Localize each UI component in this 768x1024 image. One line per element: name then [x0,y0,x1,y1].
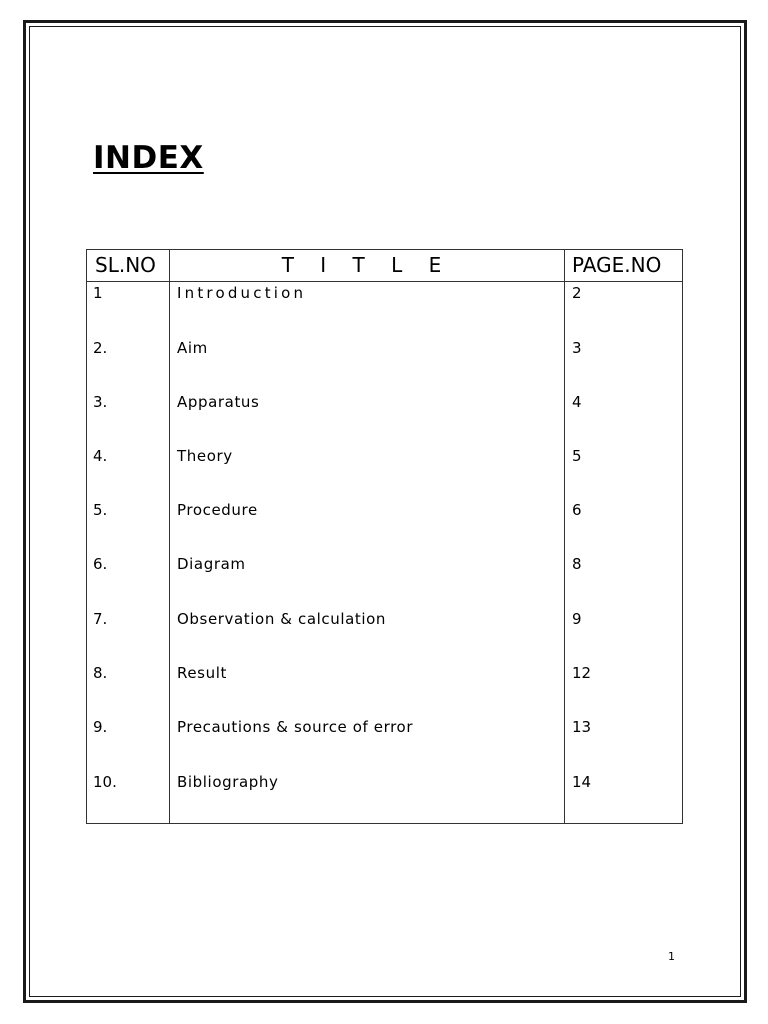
row-sl-no: 6. [93,555,108,573]
table-row [87,390,682,414]
row-sl-no: 7. [93,610,108,628]
row-page-no: 12 [572,664,592,682]
table-row [87,770,682,794]
row-page-no: 2 [572,284,582,302]
page-title: INDEX [93,140,204,176]
row-sl-no: 4. [93,447,108,465]
row-sl-no: 3. [93,393,108,411]
row-page-no: 5 [572,447,582,465]
row-sl-no: 1 [93,284,103,302]
row-page-no: 14 [572,773,592,791]
header-sl-no: SL.NO [95,253,156,277]
table-row [87,715,682,739]
row-page-no: 3 [572,339,582,357]
row-title: Result [177,664,227,682]
page-number: 1 [668,950,675,963]
row-page-no: 9 [572,610,582,628]
row-title: Procedure [177,501,258,519]
row-title: Introduction [177,284,307,302]
row-title: Observation & calculation [177,610,387,628]
row-page-no: 8 [572,555,582,573]
row-title: Theory [177,447,233,465]
header-page-no: PAGE.NO [572,253,662,277]
table-row [87,498,682,522]
row-title: Diagram [177,555,246,573]
table-row [87,607,682,631]
table-row [87,552,682,576]
row-title: Bibliography [177,773,279,791]
table-row [87,661,682,685]
row-sl-no: 9. [93,718,108,736]
row-title: Precautions & source of error [177,718,414,736]
table-row [87,444,682,468]
row-title: Apparatus [177,393,260,411]
header-title: T I T L E [281,253,452,277]
row-page-no: 4 [572,393,582,411]
row-title: Aim [177,339,208,357]
table-row [87,336,682,360]
row-sl-no: 10. [93,773,117,791]
row-sl-no: 5. [93,501,108,519]
row-page-no: 13 [572,718,592,736]
row-sl-no: 8. [93,664,108,682]
index-table [86,249,683,824]
row-page-no: 6 [572,501,582,519]
table-row [87,281,682,305]
row-sl-no: 2. [93,339,108,357]
